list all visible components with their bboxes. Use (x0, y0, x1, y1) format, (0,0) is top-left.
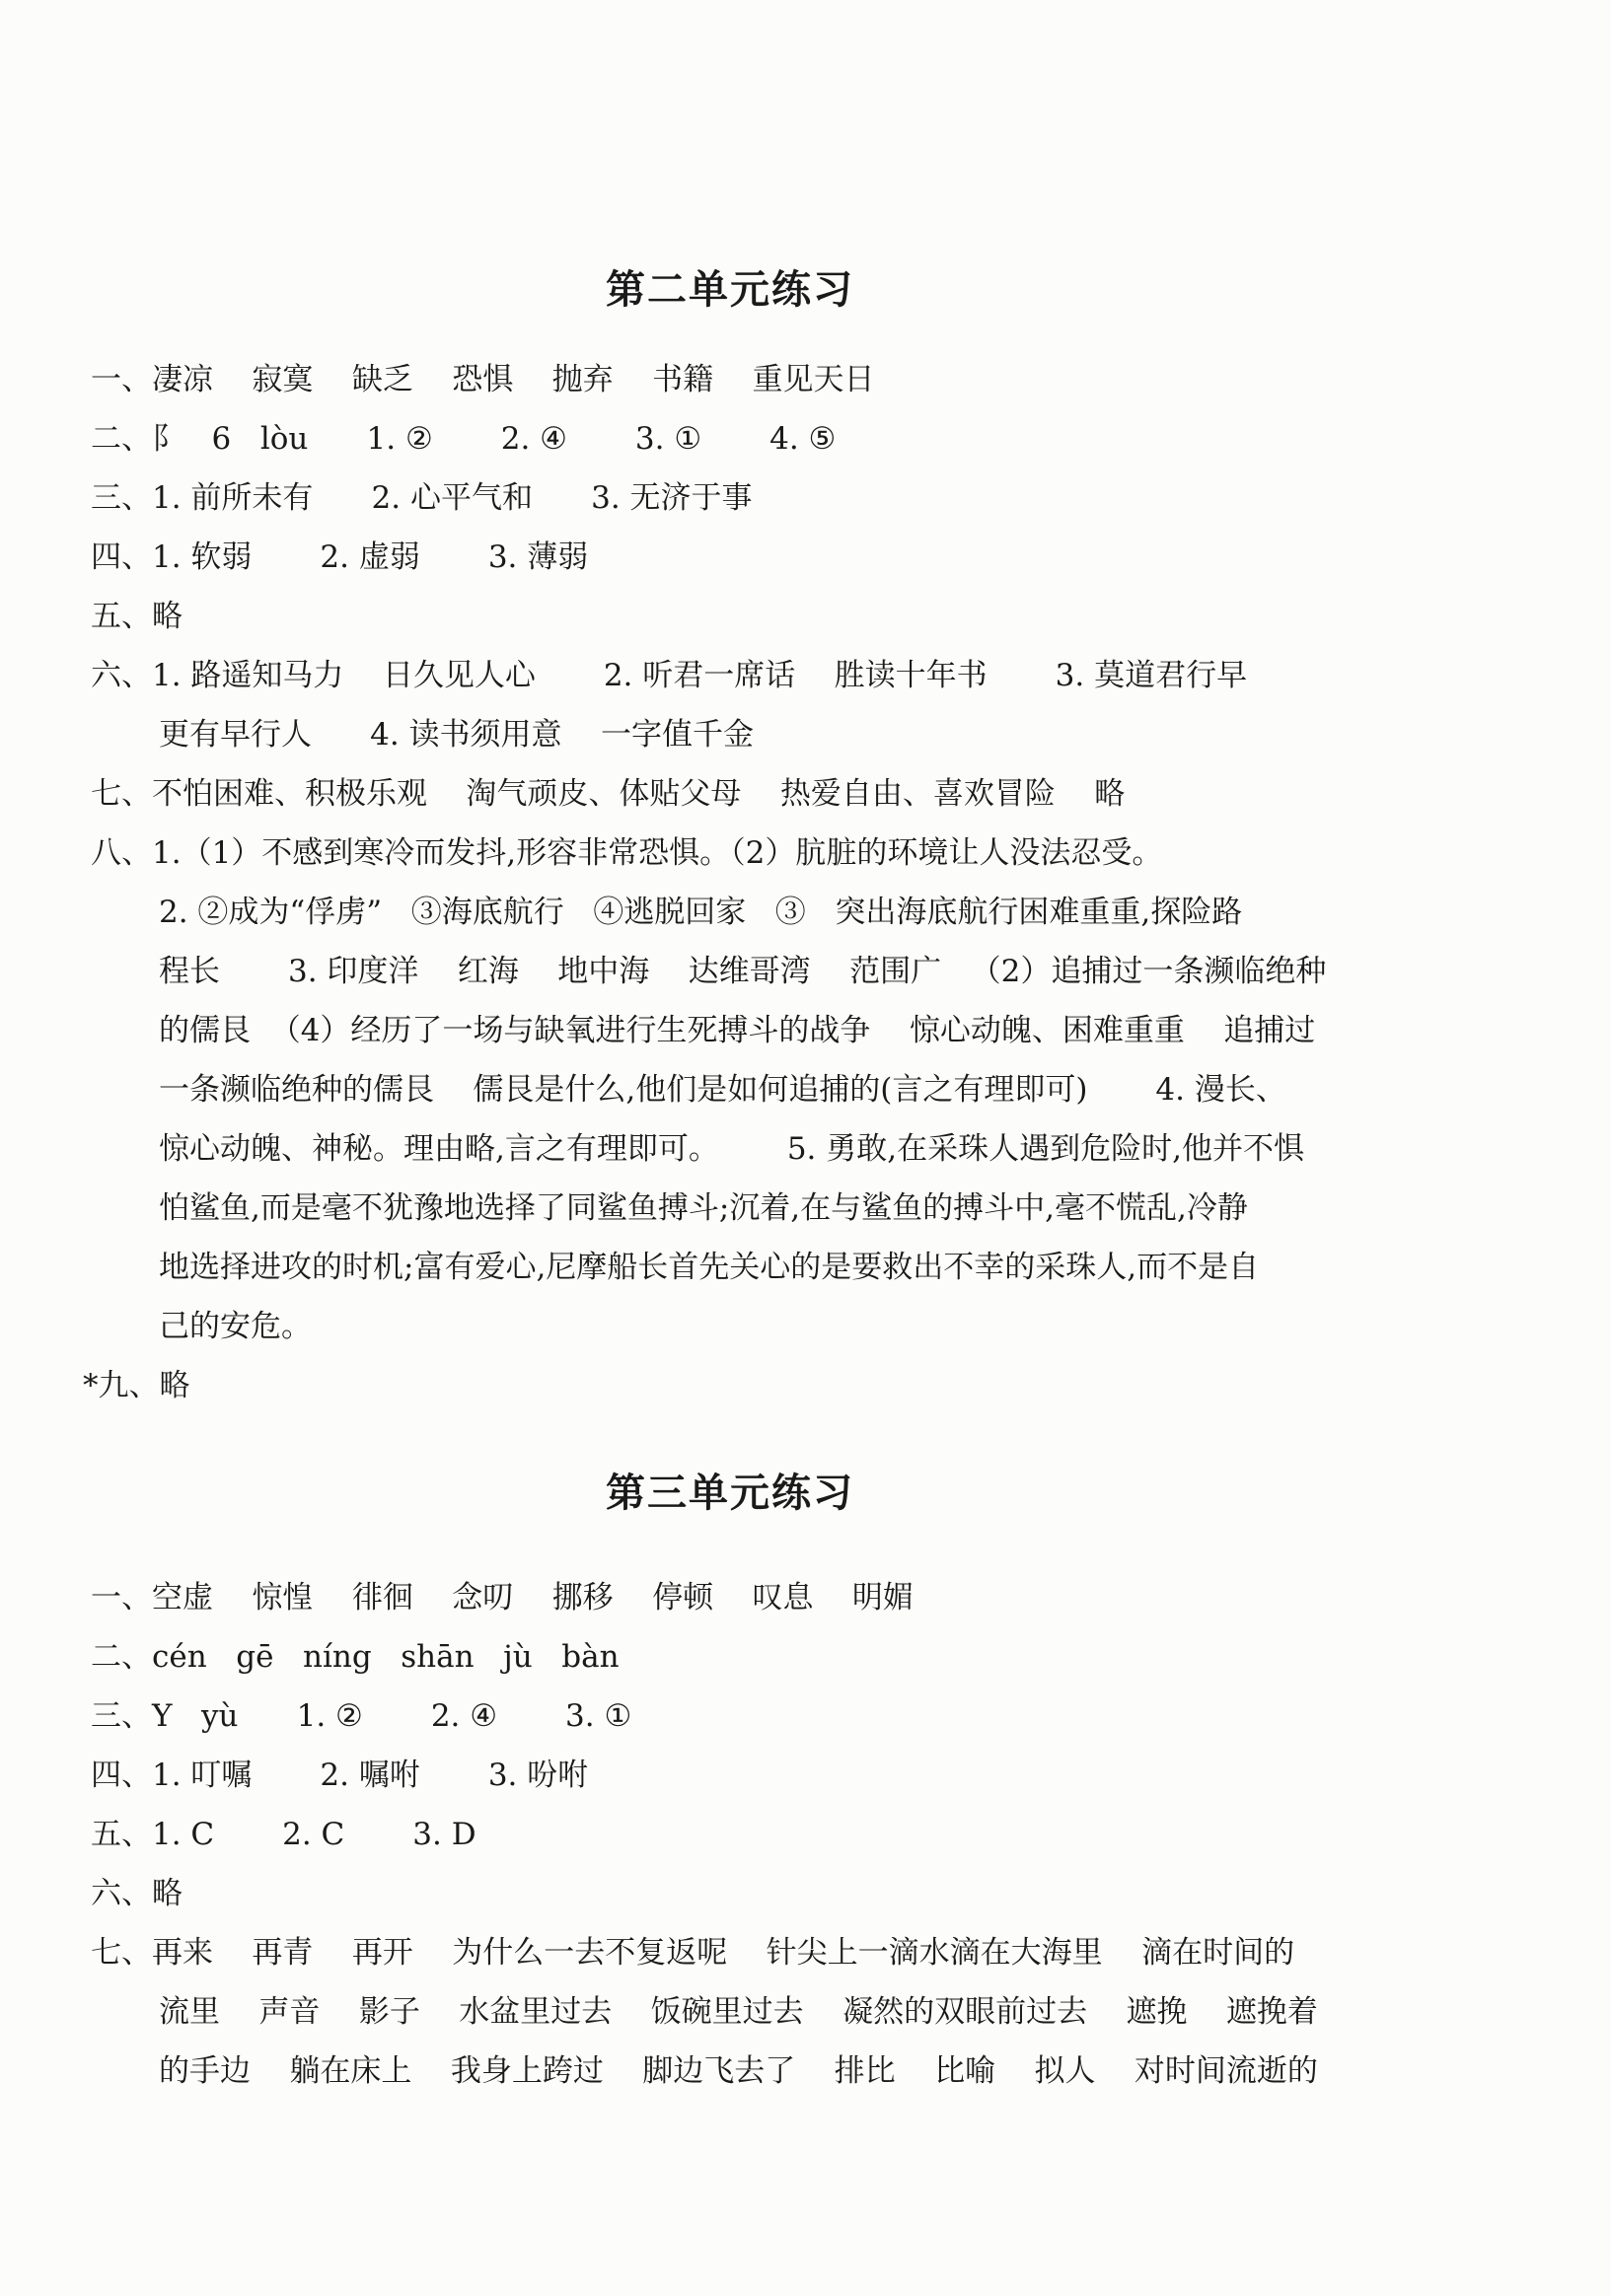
unit2-answer-8: 八、1.（1）不感到寒冷而发抖,形容非常恐惧。（2）肮脏的环境让人没法忍受。 (91, 835, 1163, 871)
unit2-answer-4: 四、1. 软弱 2. 虚弱 3. 薄弱 (91, 539, 589, 575)
unit3-answer-3: 三、Y yù 1. ② 2. ④ 3. ① (91, 1698, 632, 1734)
unit2-answer-8-line3: 程长 3. 印度洋 红海 地中海 达维哥湾 范围广 （2）追捕过一条濒临绝种 (159, 954, 1327, 989)
unit2-answer-5: 五、略 (91, 599, 183, 634)
unit2-answer-8-line9: 己的安危。 (159, 1309, 312, 1344)
unit3-answer-5: 五、1. C 2. C 3. D (91, 1817, 476, 1852)
unit3-answer-4: 四、1. 叮嘱 2. 嘱咐 3. 吩咐 (91, 1758, 589, 1793)
unit2-answer-8-line4: 的儒艮 （4）经历了一场与缺氧进行生死搏斗的战争 惊心动魄、困难重重 追捕过 (159, 1013, 1316, 1048)
unit2-answer-8-line7: 怕鲨鱼,而是毫不犹豫地选择了同鲨鱼搏斗;沉着,在与鲨鱼的搏斗中,毫不慌乱,冷静 (159, 1190, 1248, 1226)
unit3-title: 第三单元练习 (606, 1470, 854, 1516)
unit3-answer-2: 二、cén gē níng shān jù bàn (91, 1639, 620, 1675)
unit2-answer-6-cont: 更有早行人 4. 读书须用意 一字值千金 (159, 717, 754, 753)
unit2-answer-7: 七、不怕困难、积极乐观 淘气顽皮、体贴父母 热爱自由、喜欢冒险 略 (91, 776, 1126, 812)
unit2-answer-8-line6: 惊心动魄、神秘。理由略,言之有理即可。 5. 勇敢,在采珠人遇到危险时,他并不惧 (159, 1131, 1304, 1167)
unit2-answer-9: *九、略 (83, 1368, 190, 1403)
unit2-title: 第二单元练习 (606, 266, 854, 313)
unit2-answer-1: 一、凄凉 寂寞 缺乏 恐惧 抛弃 书籍 重见天日 (91, 362, 875, 397)
unit2-answer-8-line5: 一条濒临绝种的儒艮 儒艮是什么,他们是如何追捕的(言之有理即可) 4. 漫长、 (159, 1072, 1286, 1108)
unit2-answer-3: 三、1. 前所未有 2. 心平气和 3. 无济于事 (91, 480, 753, 516)
unit3-answer-7-line3: 的手边 躺在床上 我身上跨过 脚边飞去了 排比 比喻 拟人 对时间流逝的 (159, 2053, 1318, 2089)
unit3-answer-7-line2: 流里 声音 影子 水盆里过去 饭碗里过去 凝然的双眼前过去 遮挽 遮挽着 (159, 1994, 1318, 2030)
unit3-answer-7: 七、再来 再青 再开 为什么一去不复返呢 针尖上一滴水滴在大海里 滴在时间的 (91, 1935, 1295, 1971)
unit2-answer-8-line2: 2. ②成为“俘虏” ③海底航行 ④逃脱回家 ③ 突出海底航行困难重重,探险路 (159, 895, 1243, 930)
unit3-answer-1: 一、空虚 惊惶 徘徊 念叨 挪移 停顿 叹息 明媚 (91, 1580, 914, 1615)
unit2-answer-2: 二、阝 6 lòu 1. ② 2. ④ 3. ① 4. ⑤ (91, 421, 837, 457)
unit2-answer-8-line8: 地选择进攻的时机;富有爱心,尼摩船长首先关心的是要救出不幸的采珠人,而不是自 (159, 1250, 1260, 1285)
unit3-answer-6: 六、略 (91, 1876, 183, 1911)
unit2-answer-6: 六、1. 路遥知马力 日久见人心 2. 听君一席话 胜读十年书 3. 莫道君行早 (91, 658, 1248, 693)
